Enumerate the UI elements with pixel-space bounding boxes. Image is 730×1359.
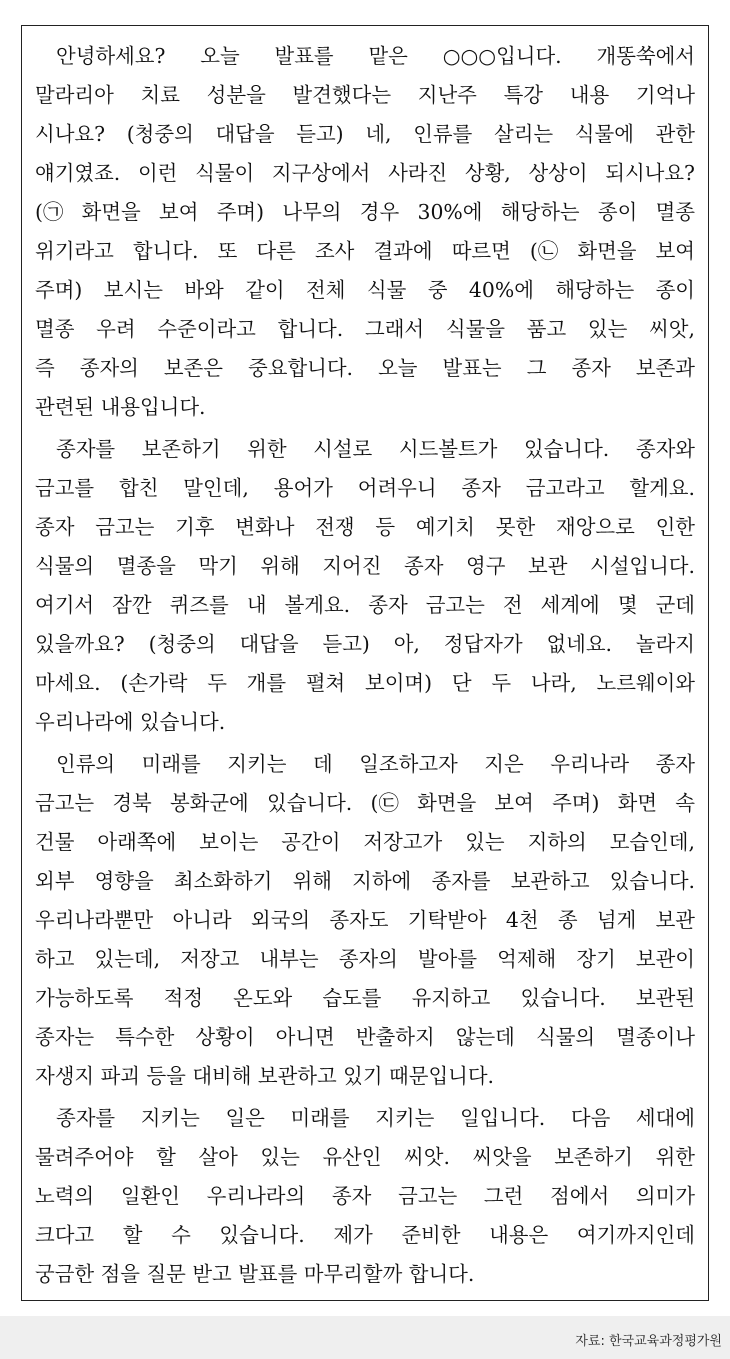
text-line: 종자를 보존하기 위한 시설로 시드볼트가 있습니다. 종자와 — [56, 437, 695, 461]
paragraph-4 — [35, 1099, 695, 1294]
text-line: 종자는 특수한 상황이 아니면 반출하지 않는데 식물의 멸종이나 — [35, 1025, 695, 1049]
source-credit: 자료: 한국교육과정평가원 — [575, 1334, 722, 1349]
text-line: 건물 아래쪽에 보이는 공간이 저장고가 있는 지하의 모습인데, — [35, 830, 695, 854]
text-line: 물려주어야 할 살아 있는 유산인 씨앗. 씨앗을 보존하기 위한 — [35, 1145, 695, 1169]
text-line: 얘기였죠. 이런 식물이 지구상에서 사라진 상황, 상상이 되시나요? — [35, 161, 695, 185]
text-line: 인류의 미래를 지키는 데 일조하고자 지은 우리나라 종자 — [56, 752, 695, 776]
text-line: 하고 있는데, 저장고 내부는 종자의 발아를 억제해 장기 보관이 — [35, 947, 695, 971]
text-line: 말라리아 치료 성분을 발견했다는 지난주 특강 내용 기억나 — [35, 83, 695, 107]
speech-content — [35, 37, 695, 1297]
text-line: 노력의 일환인 우리나라의 종자 금고는 그런 점에서 의미가 — [35, 1184, 695, 1208]
text-line: 마세요. (손가락 두 개를 펼쳐 보이며) 단 두 나라, 노르웨이와 — [35, 671, 695, 695]
text-line: 궁금한 점을 질문 받고 발표를 마무리할까 합니다. — [35, 1262, 475, 1286]
paragraph-3 — [35, 745, 695, 1096]
text-line: (㉠ 화면을 보여 주며) 나무의 경우 30%에 해당하는 종이 멸종 — [35, 200, 695, 224]
text-line: 안녕하세요? 오늘 발표를 맡은 ○○○입니다. 개똥쑥에서 — [56, 44, 695, 68]
text-line: 금고는 경북 봉화군에 있습니다. (㉢ 화면을 보여 주며) 화면 속 — [35, 791, 695, 815]
paragraph-1 — [35, 37, 695, 427]
text-line: 크다고 할 수 있습니다. 제가 준비한 내용은 여기까지인데 — [35, 1223, 695, 1247]
text-line: 우리나라에 있습니다. — [35, 710, 226, 734]
text-line: 금고를 합친 말인데, 용어가 어려우니 종자 금고라고 할게요. — [35, 476, 695, 500]
text-line: 종자를 지키는 일은 미래를 지키는 일입니다. 다음 세대에 — [56, 1106, 695, 1130]
text-line: 우리나라뿐만 아니라 외국의 종자도 기탁받아 4천 종 넘게 보관 — [35, 908, 695, 932]
text-line: 시나요? (청중의 대답을 듣고) 네, 인류를 살리는 식물에 관한 — [35, 122, 695, 146]
text-line: 종자 금고는 기후 변화나 전쟁 등 예기치 못한 재앙으로 인한 — [35, 515, 695, 539]
text-line: 자생지 파괴 등을 대비해 보관하고 있기 때문입니다. — [35, 1064, 495, 1088]
text-line: 즉 종자의 보존은 중요합니다. 오늘 발표는 그 종자 보존과 — [35, 356, 695, 380]
text-line: 가능하도록 적정 온도와 습도를 유지하고 있습니다. 보관된 — [35, 986, 695, 1010]
text-line: 위기라고 합니다. 또 다른 조사 결과에 따르면 (㉡ 화면을 보여 — [35, 239, 695, 263]
paragraph-2 — [35, 430, 695, 742]
speech-text-box — [21, 25, 709, 1301]
text-line: 있을까요? (청중의 대답을 듣고) 아, 정답자가 없네요. 놀라지 — [35, 632, 695, 656]
text-line: 멸종 우려 수준이라고 합니다. 그래서 식물을 품고 있는 씨앗, — [35, 317, 695, 341]
text-line: 관련된 내용입니다. — [35, 395, 206, 419]
text-line: 주며) 보시는 바와 같이 전체 식물 중 40%에 해당하는 종이 — [35, 278, 695, 302]
text-line: 식물의 멸종을 막기 위해 지어진 종자 영구 보관 시설입니다. — [35, 554, 695, 578]
text-line: 외부 영향을 최소화하기 위해 지하에 종자를 보관하고 있습니다. — [35, 869, 695, 893]
text-line: 여기서 잠깐 퀴즈를 내 볼게요. 종자 금고는 전 세계에 몇 군데 — [35, 593, 695, 617]
